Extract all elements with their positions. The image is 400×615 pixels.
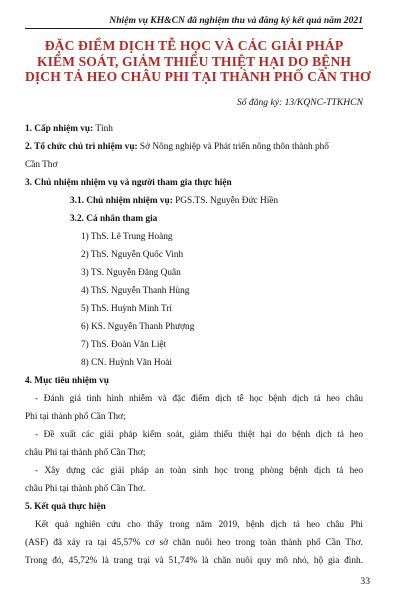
section-4-heading: 4. Mục tiêu nhiệm vụ [25, 375, 109, 386]
member-item: 4) ThS. Nguyễn Thanh Hùng [81, 285, 190, 296]
section-3-heading: 3. Chủ nhiệm nhiệm vụ và người tham gia thực hiện [25, 177, 232, 188]
member-item: 5) ThS. Huỳnh Minh Trí [81, 303, 173, 314]
result-line: Trong đó, 45,72% là trang trại và 51,74% là chăn nuôi quy mô nhỏ, hộ gia đình. [25, 555, 363, 566]
document-title [25, 38, 371, 85]
running-header: Nhiệm vụ KH&CN đã nghiệm thu và đăng ký kết quả năm 2021 [25, 15, 363, 29]
section-1-value: Tỉnh [93, 123, 113, 134]
member-item: 2) ThS. Nguyễn Quốc Vinh [81, 249, 184, 260]
section-5-heading: 5. Kết quả thực hiện [25, 501, 106, 512]
section-3-1-value: PGS.TS. Nguyễn Đức Hiền [172, 195, 279, 206]
result-line: Kết quả nghiên cứu cho thấy trong năm 2019, bệnh dịch tả heo châu Phi [35, 519, 363, 530]
goal-3-continuation: châu Phi tại thành phố Cần Thơ. [25, 483, 146, 494]
title-line: DỊCH TẢ HEO CHÂU PHI TẠI THÀNH PHỐ CẦN THƠ [25, 69, 371, 84]
section-2 [25, 138, 363, 156]
registration-number: Số đăng ký: 13/KQNC-TTKHCN [236, 96, 363, 108]
goal-1-line: - Đánh giá tình hình nhiễm và đặc điểm dịch tễ học bệnh dịch tả heo châu [35, 393, 363, 404]
section-2-label: 2. Tổ chức chủ trì nhiệm vụ: [25, 141, 138, 152]
goal-2-line: - Đề xuất các giải pháp kiểm soát, giảm thiểu thiệt hại do bệnh dịch tả heo [35, 429, 363, 440]
section-1 [25, 120, 363, 138]
section-3-1-label: 3.1. Chủ nhiệm nhiệm vụ: [70, 195, 173, 206]
section-3-2-heading: 3.2. Cá nhân tham gia [70, 213, 158, 224]
goal-1-continuation: Phi tại thành phố Cần Thơ; [25, 411, 126, 422]
section-3-1 [25, 192, 363, 210]
member-item: 1) ThS. Lê Trung Hoàng [81, 231, 173, 242]
document-page [0, 15, 400, 615]
member-item: 6) KS. Nguyễn Thanh Phượng [81, 321, 195, 332]
member-item: 3) TS. Nguyễn Đăng Quân [81, 267, 181, 278]
goal-3-line: - Xây dựng các giải pháp an toàn sinh học trong phòng bệnh dịch tả heo [35, 465, 363, 476]
member-item: 8) CN. Huỳnh Văn Hoài [81, 357, 172, 368]
page-number: 33 [360, 576, 370, 587]
title-line: ĐẶC ĐIỂM DỊCH TỄ HỌC VÀ CÁC GIẢI PHÁP [44, 38, 344, 53]
result-line: (ASF) đã xảy ra tại 45,57% cơ sở chăn nuôi heo trong toàn thành phố Cần Thơ. [25, 537, 363, 548]
member-item: 7) ThS. Đoàn Văn Liệt [81, 339, 167, 350]
section-2-value: Sở Nông nghiệp và Phát triển nông thôn thành phố [137, 141, 329, 152]
goal-2-continuation: châu Phi tại thành phố Cần Thơ; [25, 447, 146, 458]
document-body [25, 120, 363, 570]
title-line: KIỂM SOÁT, GIẢM THIỂU THIỆT HẠI DO BỆNH [36, 53, 352, 69]
section-2-continuation: Cần Thơ [25, 159, 58, 170]
section-1-label: 1. Cấp nhiệm vụ: [25, 123, 94, 134]
